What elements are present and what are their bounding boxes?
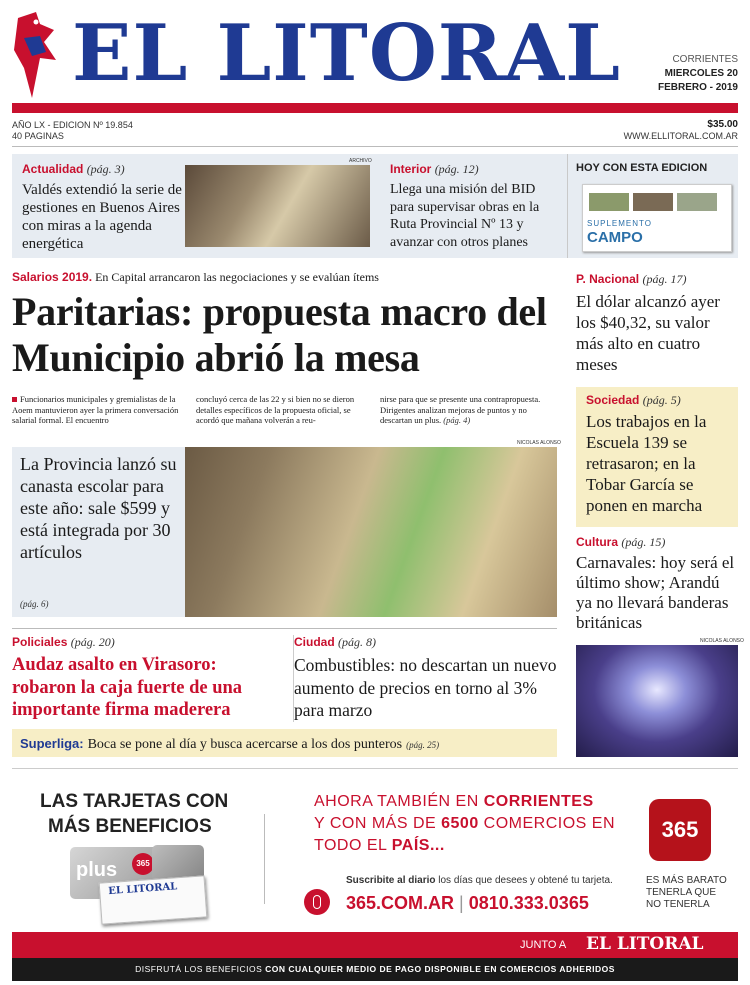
ad-subscribe-bold: Suscribite al diario	[346, 875, 436, 886]
masthead-date-1: MIERCOLES 20	[664, 68, 738, 79]
page-ref: (pág. 5)	[642, 393, 681, 407]
website-link[interactable]: WWW.ELLITORAL.COM.AR	[623, 131, 738, 141]
ad-mid-2a: Y CON MÁS DE	[314, 815, 442, 832]
ad-left-line2: MÁS BENEFICIOS	[48, 816, 212, 837]
card-plus-label: plus	[76, 859, 118, 881]
newspaper-mini	[99, 875, 208, 924]
supplement-label-big: CAMPO	[587, 229, 643, 246]
headline: Combustibles: no descartan un nuevo aumento de precios en torno al 3% para marzo	[294, 655, 557, 720]
price: $35.00	[707, 119, 738, 130]
newspaper-mini-brand: EL LITORAL	[107, 881, 178, 898]
masthead	[0, 0, 750, 150]
main-headline: Paritarias: propuesta macro del Municipio abrió la mesa	[12, 289, 547, 380]
ad-footer-a: DISFRUTÁ LOS BENEFICIOS	[135, 964, 266, 974]
bottom-story-ciudad[interactable]	[293, 635, 557, 722]
supplement-box[interactable]	[567, 154, 738, 258]
section-label: P. Nacional	[576, 272, 640, 286]
ad-subscribe-rest: los días que desees y obtené tu tarjeta.	[435, 875, 613, 886]
ad-junto-brand: EL LITORAL	[586, 934, 704, 954]
ad-subscribe	[346, 875, 613, 886]
page-ref: (pág. 4)	[443, 415, 471, 425]
ad-web: 365.COM.AR	[346, 893, 455, 913]
ad-junto-label: JUNTO A	[520, 939, 567, 951]
ad-mid-1b: CORRIENTES	[483, 793, 594, 810]
top-story-actualidad[interactable]	[22, 162, 182, 253]
photo-story[interactable]	[12, 447, 557, 617]
page-ref: (pág. 3)	[86, 162, 125, 176]
bottom-divider	[12, 628, 557, 629]
sidebar-pnacional[interactable]	[576, 272, 738, 375]
supplement-title: HOY CON ESTA EDICION	[576, 162, 708, 174]
ad-footer-b: CON CUALQUIER MEDIO DE PAGO DISPONIBLE EN COMERCIOS ADHERIDOS	[265, 964, 615, 974]
page-count: 40 PAGINAS	[12, 131, 64, 141]
ad-banner[interactable]	[12, 768, 738, 980]
section-label: Actualidad	[22, 162, 84, 176]
ad-mid-2c: COMERCIOS EN	[478, 815, 616, 832]
page-ref: (pág. 17)	[642, 272, 687, 286]
main-col1: Funcionarios municipales y gremialistas de la Aoem mantuvieron ayer la primera conversación salarial formal. El encuentro	[12, 394, 179, 425]
card-badge: 365	[132, 853, 154, 875]
section-label: Interior	[390, 162, 432, 176]
masthead-red-rule	[12, 103, 738, 113]
ad-mid-line2	[314, 815, 615, 833]
ad-mid-line1	[314, 793, 594, 811]
cockerel-logo-icon	[10, 8, 62, 100]
section-label: Ciudad	[294, 635, 335, 649]
ad-junto-bar	[12, 932, 738, 958]
ad-right-line2: TENERLA QUE	[646, 887, 717, 898]
sidebar-sociedad[interactable]	[576, 387, 738, 527]
supplement-label-small: SUPLEMENTO	[587, 219, 652, 228]
photo-carnaval	[576, 645, 738, 757]
ad-phone: 0810.333.0365	[468, 893, 589, 913]
bullet-icon	[12, 397, 17, 402]
ad-right-line1: ES MÁS BARATO	[646, 875, 727, 886]
ad-mid-2b: 6500	[441, 815, 479, 832]
ad-mid-3b: PAÍS...	[391, 837, 445, 854]
masthead-divider	[12, 146, 738, 147]
headline: Llega una misión del BID para supervisar obras en la Ruta Provincial Nº 13 y avanzar con otros planes	[390, 182, 540, 250]
page-ref: (pág. 15)	[621, 535, 666, 549]
bottom-story-policiales[interactable]	[12, 635, 280, 722]
sidebar-cultura[interactable]	[576, 535, 738, 633]
photo-credit: NICOLAS ALONSO	[700, 638, 744, 644]
headline: Carnavales: hoy será el último show; Arandú ya no llevará banderas británicas	[576, 553, 735, 632]
ad-footer	[12, 958, 738, 981]
ad-contact[interactable]: 365.COM.AR | 0810.333.0365	[346, 893, 589, 913]
page-ref: (pág. 6)	[20, 599, 49, 609]
top-story-interior[interactable]	[390, 162, 560, 251]
superliga-text: Boca se pone al día y busca acercarse a los dos punteros	[87, 737, 403, 752]
ad-right-line3: NO TENERLA	[646, 899, 710, 910]
headline: Audaz asalto en Virasoro: robaron la caja fuerte de una importante firma maderera	[12, 655, 243, 720]
section-label: Cultura	[576, 535, 618, 549]
main-col3: nirse para que se presente una contrapropuesta. Dirigentes analizan mejoras de puntos y no descartan un plus.	[380, 394, 541, 425]
photo-credit: NICOLAS ALONSO	[517, 440, 561, 446]
page-ref: (pág. 12)	[434, 162, 479, 176]
ad-mid-3a: TODO EL	[314, 837, 392, 854]
masthead-date-2: FEBRERO - 2019	[657, 82, 738, 93]
main-kicker: Salarios 2019.	[12, 270, 93, 284]
photo-canasta	[185, 447, 557, 617]
main-story[interactable]	[12, 270, 562, 430]
edition-number: AÑO LX - EDICION Nº 19.854	[12, 120, 133, 130]
superliga-label: Superliga:	[20, 736, 84, 751]
ad-mid-1a: AHORA TAMBIÉN EN	[314, 793, 484, 810]
logo-365-text: 365	[661, 817, 699, 842]
supplement-cover	[582, 184, 732, 252]
page-ref: (pág. 25)	[406, 740, 440, 750]
headline: Los trabajos en la Escuela 139 se retrasaron; en la Tobar García se ponen en marcha	[586, 412, 707, 515]
headline: Valdés extendió la serie de gestiones en Buenos Aires con miras a la agenda energética	[22, 182, 182, 252]
section-label: Policiales	[12, 635, 68, 649]
photo-story-headline: La Provincia lanzó su canasta escolar para este año: sale $599 y está integrada por 30 artículos	[20, 454, 177, 562]
photo-credit: ARCHIVO	[349, 158, 372, 164]
masthead-title: EL LITORAL	[72, 8, 621, 99]
superliga-bar[interactable]	[12, 729, 557, 757]
mouse-icon	[304, 889, 330, 915]
headline: El dólar alcanzó ayer los $40,32, su valor más alto en cuatro meses	[576, 292, 720, 374]
main-col2: concluyó cerca de las 22 y si bien no se dieron detalles específicos de la propuesta oficial, se acordó que mañana volverán a reu-	[196, 394, 355, 425]
main-kicker-text: En Capital arrancaron las negociaciones y se evalúan ítems	[95, 270, 379, 284]
page-ref: (pág. 20)	[70, 635, 115, 649]
masthead-city: CORRIENTES	[672, 54, 738, 65]
ad-mid-line3	[314, 837, 445, 855]
section-label: Sociedad	[586, 393, 640, 407]
photo-actualidad	[185, 165, 370, 247]
page-ref: (pág. 8)	[338, 635, 377, 649]
ad-left-line1: LAS TARJETAS CON	[40, 791, 229, 812]
ad-separator-left	[264, 814, 265, 904]
logo-365	[649, 799, 711, 861]
